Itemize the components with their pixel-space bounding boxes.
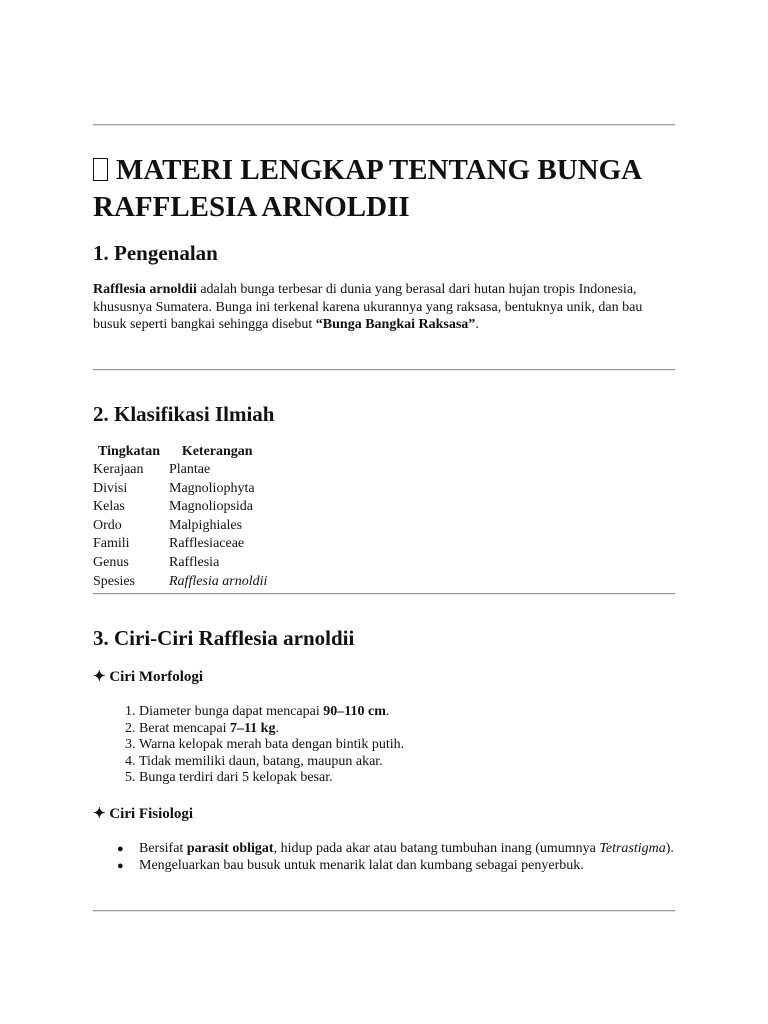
intro-text: adalah bunga terbesar di dunia yang berasal dari hutan hujan tropis Indonesia, khususnya Sumatera. Bunga ini terkenal karena ukurannya yang raksasa, bentuknya unik, dan bau busuk seperti bangkai sehingga disebut bbox=[93, 282, 643, 332]
table-row bbox=[93, 573, 269, 592]
list-item-bold: parasit obligat bbox=[186, 841, 274, 856]
table-row bbox=[93, 498, 269, 517]
intro-bold-name: Rafflesia arnoldii bbox=[93, 282, 197, 297]
table-row bbox=[93, 480, 269, 499]
divider-bottom bbox=[93, 910, 675, 912]
divider-2 bbox=[93, 593, 675, 595]
star-icon: ✦ bbox=[93, 806, 106, 822]
subheading-morfologi-text: Ciri Morfologi bbox=[109, 669, 204, 685]
table-header-tingkatan: Tingkatan bbox=[98, 444, 160, 459]
table-row bbox=[93, 517, 269, 536]
list-item-text: Diameter bunga dapat mencapai bbox=[139, 704, 324, 719]
list-item-text-end: . bbox=[385, 704, 390, 719]
page-title bbox=[93, 152, 675, 226]
bullet-icon: ● bbox=[117, 859, 124, 872]
table-cell-tingkatan: Spesies bbox=[93, 573, 135, 589]
table-cell-tingkatan: Genus bbox=[93, 554, 129, 570]
subheading-fisiologi-text: Ciri Fisiologi bbox=[109, 806, 194, 822]
intro-text-end: . bbox=[475, 317, 479, 332]
table-header-row bbox=[93, 443, 269, 461]
list-item-text-end: . bbox=[275, 720, 279, 736]
list-item-text: Berat mencapai bbox=[139, 720, 230, 736]
list-item bbox=[139, 754, 721, 771]
page-title-text: MATERI LENGKAP TENTANG BUNGA RAFFLESIA ARNOLDII bbox=[93, 154, 641, 223]
list-item-text: Bersifat bbox=[139, 841, 187, 856]
list-item-bold: 7–11 kg bbox=[229, 720, 276, 736]
table-cell-tingkatan: Divisi bbox=[93, 480, 128, 496]
list-item bbox=[139, 721, 721, 738]
star-icon: ✦ bbox=[93, 669, 106, 685]
table-cell-tingkatan: Ordo bbox=[93, 517, 122, 533]
morfologi-list bbox=[93, 704, 721, 787]
divider-top bbox=[93, 124, 675, 126]
subheading-fisiologi bbox=[93, 804, 193, 824]
list-item bbox=[117, 857, 721, 875]
intro-paragraph bbox=[93, 281, 663, 334]
list-item bbox=[139, 770, 721, 787]
bullet-icon: ● bbox=[117, 843, 124, 855]
list-item-text-end: ). bbox=[665, 841, 674, 856]
list-item bbox=[139, 737, 721, 754]
table-cell-keterangan: Rafflesiaceae bbox=[169, 536, 245, 552]
list-item-text: Tidak memiliki daun, batang, maupun akar. bbox=[139, 753, 383, 769]
list-item bbox=[139, 704, 721, 721]
list-item-text-mid: , hidup pada akar atau batang tumbuhan inang (umumnya bbox=[273, 841, 600, 856]
fisiologi-list bbox=[93, 841, 721, 874]
section-heading-ciri: 3. Ciri-Ciri Rafflesia arnoldii bbox=[93, 626, 355, 650]
table-header-keterangan: Keterangan bbox=[181, 444, 253, 459]
divider-1 bbox=[93, 369, 675, 371]
table-cell-keterangan: Malpighiales bbox=[169, 517, 243, 533]
table-cell-tingkatan: Kerajaan bbox=[93, 462, 144, 477]
list-item-text: Warna kelopak merah bata dengan bintik putih. bbox=[139, 737, 405, 753]
table-row bbox=[93, 535, 269, 554]
intro-bold-nickname: “Bunga Bangkai Raksasa” bbox=[315, 317, 476, 332]
table-cell-keterangan: Plantae bbox=[169, 462, 211, 477]
section-heading-klasifikasi: 2. Klasifikasi Ilmiah bbox=[93, 402, 275, 426]
list-item-italic: Tetrastigma bbox=[599, 841, 666, 856]
subheading-morfologi bbox=[93, 667, 203, 687]
section-heading-pengenalan: 1. Pengenalan bbox=[93, 241, 218, 265]
table-cell-keterangan: Magnoliopsida bbox=[169, 499, 253, 515]
list-item bbox=[117, 841, 721, 858]
list-item-bold: 90–110 cm bbox=[323, 704, 386, 719]
list-item-text: Mengeluarkan bau busuk untuk menarik lalat dan kumbang sebagai penyerbuk. bbox=[139, 857, 584, 873]
table-cell-tingkatan: Famili bbox=[93, 536, 130, 552]
table-cell-keterangan: Magnoliophyta bbox=[169, 480, 255, 496]
classification-table bbox=[93, 443, 269, 591]
table-cell-tingkatan: Kelas bbox=[93, 499, 125, 515]
table-cell-keterangan: Rafflesia bbox=[169, 554, 220, 570]
missing-glyph-icon bbox=[93, 158, 108, 181]
table-row bbox=[93, 461, 269, 480]
list-item-text: Bunga terdiri dari 5 kelopak besar. bbox=[139, 770, 333, 786]
table-row bbox=[93, 554, 269, 573]
table-cell-keterangan: Rafflesia arnoldii bbox=[169, 573, 268, 589]
